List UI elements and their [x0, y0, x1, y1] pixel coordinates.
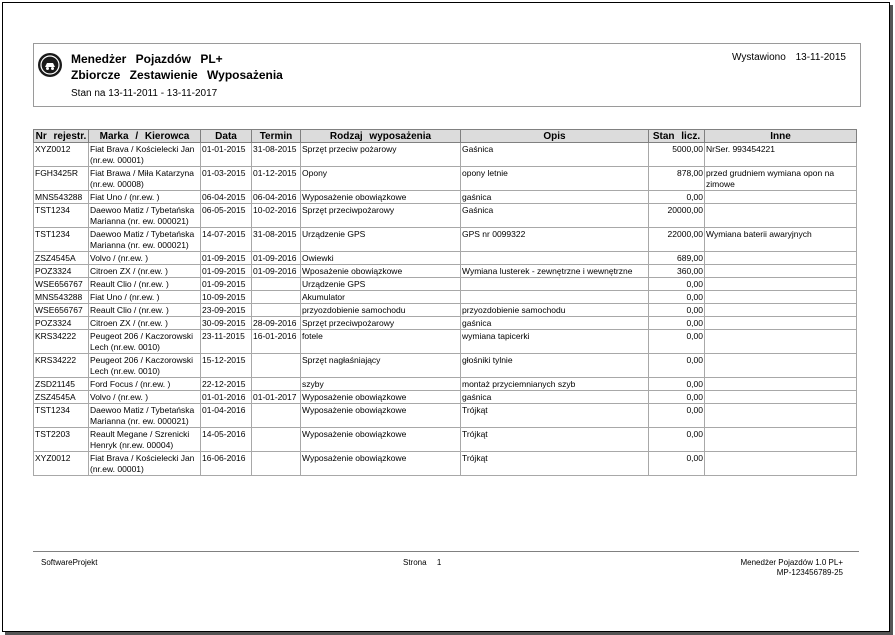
cell-stan: 360,00: [649, 265, 705, 278]
cell-opis: głośniki tylnie: [461, 354, 649, 378]
table-row: [34, 428, 857, 452]
cell-rodzaj: Opony: [301, 167, 461, 191]
cell-marka: Ford Focus / (nr.ew. ): [89, 378, 201, 391]
table-row: [34, 354, 857, 378]
cell-nr: POZ3324: [34, 317, 89, 330]
footer-page-number: 1: [436, 558, 442, 567]
report-page: [2, 2, 890, 632]
cell-nr: WSE656767: [34, 304, 89, 317]
cell-stan: 0,00: [649, 191, 705, 204]
cell-nr: POZ3324: [34, 265, 89, 278]
cell-marka: Reault Clio / (nr.ew. ): [89, 278, 201, 291]
cell-rodzaj: Wyposażenie obowiązkowe: [301, 391, 461, 404]
cell-opis: gaśnica: [461, 317, 649, 330]
cell-opis: Wymiana lusterek - zewnętrzne i wewnętrzne: [461, 265, 649, 278]
cell-marka: Daewoo Matiz / Tybetańska Marianna (nr. ew. 000021): [89, 204, 201, 228]
report-title: Zbiorcze Zestawienie Wyposażenia: [71, 68, 283, 82]
table-row: [34, 317, 857, 330]
cell-rodzaj: Sprzęt przeciwpożarowy: [301, 317, 461, 330]
cell-rodzaj: Sprzęt przeciwpożarowy: [301, 204, 461, 228]
cell-rodzaj: Wyposażenie obowiązkowe: [301, 428, 461, 452]
table-row: [34, 191, 857, 204]
cell-rodzaj: fotele: [301, 330, 461, 354]
cell-data: 01-01-2015: [201, 143, 252, 167]
cell-termin: [252, 291, 301, 304]
issued-label: Wystawiono: [731, 52, 786, 63]
cell-rodzaj: Wposażenie obowiązkowe: [301, 265, 461, 278]
cell-rodzaj: Sprzęt nagłaśniający: [301, 354, 461, 378]
cell-stan: 689,00: [649, 252, 705, 265]
column-header-marka: Marka / Kierowca: [89, 130, 201, 143]
cell-termin: 06-04-2016: [252, 191, 301, 204]
table-row: [34, 265, 857, 278]
cell-termin: [252, 404, 301, 428]
cell-termin: [252, 452, 301, 476]
cell-stan: 0,00: [649, 391, 705, 404]
cell-rodzaj: Urządzenie GPS: [301, 228, 461, 252]
footer-license: MP-123456789-25: [776, 568, 843, 577]
app-title: Menedżer Pojazdów PL+: [71, 52, 223, 66]
cell-termin: 10-02-2016: [252, 204, 301, 228]
cell-nr: WSE656767: [34, 278, 89, 291]
cell-opis: wymiana tapicerki: [461, 330, 649, 354]
table-row: [34, 378, 857, 391]
cell-stan: 0,00: [649, 378, 705, 391]
table-row: [34, 291, 857, 304]
cell-data: 14-05-2016: [201, 428, 252, 452]
cell-marka: Fiat Brava / Kościelecki Jan (nr.ew. 00001): [89, 143, 201, 167]
table-row: [34, 143, 857, 167]
column-header-data: Data: [201, 130, 252, 143]
cell-nr: TST1234: [34, 204, 89, 228]
table-row: [34, 452, 857, 476]
cell-termin: 31-08-2015: [252, 228, 301, 252]
cell-opis: gaśnica: [461, 191, 649, 204]
cell-marka: Peugeot 206 / Kaczorowski Lech (nr.ew. 0010): [89, 354, 201, 378]
cell-opis: Trójkąt: [461, 404, 649, 428]
issued-date: 13-11-2015: [795, 52, 846, 63]
cell-nr: FGH3425R: [34, 167, 89, 191]
cell-inne: [705, 278, 857, 291]
cell-rodzaj: Wyposażenie obowiązkowe: [301, 191, 461, 204]
cell-stan: 22000,00: [649, 228, 705, 252]
cell-termin: [252, 278, 301, 291]
cell-nr: TST1234: [34, 404, 89, 428]
cell-marka: Daewoo Matiz / Tybetańska Marianna (nr. ew. 000021): [89, 228, 201, 252]
cell-opis: [461, 291, 649, 304]
cell-inne: [705, 428, 857, 452]
cell-opis: montaż przyciemnianych szyb: [461, 378, 649, 391]
cell-nr: TST1234: [34, 228, 89, 252]
column-header-opis: Opis: [461, 130, 649, 143]
cell-termin: 01-12-2015: [252, 167, 301, 191]
cell-rodzaj: Wyposażenie obowiązkowe: [301, 452, 461, 476]
equipment-table: [33, 129, 857, 476]
cell-data: 23-09-2015: [201, 304, 252, 317]
column-header-inne: Inne: [705, 130, 857, 143]
cell-stan: 0,00: [649, 354, 705, 378]
cell-data: 06-05-2015: [201, 204, 252, 228]
footer-page-label: Strona: [403, 558, 427, 567]
cell-rodzaj: szyby: [301, 378, 461, 391]
footer-divider: [33, 551, 859, 552]
cell-stan: 0,00: [649, 317, 705, 330]
cell-stan: 0,00: [649, 404, 705, 428]
cell-nr: ZSZ4545A: [34, 252, 89, 265]
cell-termin: [252, 378, 301, 391]
table-row: [34, 278, 857, 291]
cell-data: 01-01-2016: [201, 391, 252, 404]
cell-marka: Volvo / (nr.ew. ): [89, 252, 201, 265]
cell-marka: Reault Megane / Szrenicki Henryk (nr.ew. 00004): [89, 428, 201, 452]
cell-data: 01-09-2015: [201, 265, 252, 278]
cell-rodzaj: Sprzęt przeciw pożarowy: [301, 143, 461, 167]
cell-data: 22-12-2015: [201, 378, 252, 391]
cell-data: 15-12-2015: [201, 354, 252, 378]
cell-opis: Gaśnica: [461, 143, 649, 167]
cell-stan: 0,00: [649, 452, 705, 476]
cell-marka: Fiat Uno / (nr.ew. ): [89, 191, 201, 204]
cell-nr: ZSD21145: [34, 378, 89, 391]
cell-inne: [705, 317, 857, 330]
cell-marka: Citroen ZX / (nr.ew. ): [89, 265, 201, 278]
cell-termin: 31-08-2015: [252, 143, 301, 167]
cell-stan: 5000,00: [649, 143, 705, 167]
cell-opis: gaśnica: [461, 391, 649, 404]
cell-marka: Volvo / (nr.ew. ): [89, 391, 201, 404]
cell-termin: 28-09-2016: [252, 317, 301, 330]
cell-marka: Fiat Brava / Kościelecki Jan (nr.ew. 00001): [89, 452, 201, 476]
footer-page: [403, 558, 441, 567]
cell-stan: 0,00: [649, 278, 705, 291]
cell-marka: Peugeot 206 / Kaczorowski Lech (nr.ew. 0010): [89, 330, 201, 354]
cell-data: 01-09-2015: [201, 252, 252, 265]
cell-data: 06-04-2015: [201, 191, 252, 204]
cell-rodzaj: Wyposażenie obowiązkowe: [301, 404, 461, 428]
table-row: [34, 204, 857, 228]
cell-data: 01-04-2016: [201, 404, 252, 428]
report-period: Stan na 13-11-2011 - 13-11-2017: [71, 88, 218, 99]
cell-inne: [705, 304, 857, 317]
column-header-nr: Nr rejestr.: [34, 130, 89, 143]
cell-nr: KRS34222: [34, 354, 89, 378]
cell-stan: 0,00: [649, 330, 705, 354]
cell-rodzaj: przyozdobienie samochodu: [301, 304, 461, 317]
cell-marka: Citroen ZX / (nr.ew. ): [89, 317, 201, 330]
cell-data: 30-09-2015: [201, 317, 252, 330]
cell-nr: XYZ0012: [34, 143, 89, 167]
cell-rodzaj: Owiewki: [301, 252, 461, 265]
cell-marka: Daewoo Matiz / Tybetańska Marianna (nr. ew. 000021): [89, 404, 201, 428]
cell-inne: Wymiana baterii awaryjnych: [705, 228, 857, 252]
footer-product-info: [740, 558, 843, 578]
column-header-rodzaj: Rodzaj wyposażenia: [301, 130, 461, 143]
column-header-termin: Termin: [252, 130, 301, 143]
cell-inne: NrSer. 993454221: [705, 143, 857, 167]
report-header: [33, 43, 861, 107]
cell-termin: 01-01-2017: [252, 391, 301, 404]
table-row: [34, 252, 857, 265]
cell-inne: [705, 252, 857, 265]
cell-termin: [252, 304, 301, 317]
cell-termin: 01-09-2016: [252, 252, 301, 265]
cell-opis: GPS nr 0099322: [461, 228, 649, 252]
cell-nr: XYZ0012: [34, 452, 89, 476]
column-header-stan: Stan licz.: [649, 130, 705, 143]
cell-marka: Fiat Brawa / Miła Katarzyna (nr.ew. 00008): [89, 167, 201, 191]
table-row: [34, 228, 857, 252]
cell-data: 01-09-2015: [201, 278, 252, 291]
cell-inne: [705, 404, 857, 428]
cell-opis: Gaśnica: [461, 204, 649, 228]
issued-info: [732, 52, 846, 63]
cell-inne: [705, 265, 857, 278]
cell-opis: opony letnie: [461, 167, 649, 191]
car-logo-icon: [38, 53, 62, 77]
table-row: [34, 391, 857, 404]
table-row: [34, 304, 857, 317]
footer-company: SoftwareProjekt: [41, 558, 98, 567]
cell-inne: [705, 191, 857, 204]
table-header-row: [34, 130, 857, 143]
cell-opis: przyozdobienie samochodu: [461, 304, 649, 317]
table-row: [34, 167, 857, 191]
cell-termin: [252, 428, 301, 452]
table-row: [34, 404, 857, 428]
cell-stan: 20000,00: [649, 204, 705, 228]
cell-opis: Trójkąt: [461, 452, 649, 476]
cell-nr: TST2203: [34, 428, 89, 452]
cell-rodzaj: Akumulator: [301, 291, 461, 304]
cell-inne: [705, 330, 857, 354]
cell-data: 14-07-2015: [201, 228, 252, 252]
cell-marka: Reault Clio / (nr.ew. ): [89, 304, 201, 317]
cell-opis: Trójkąt: [461, 428, 649, 452]
footer-product: Menedżer Pojazdów 1.0 PL+: [740, 558, 843, 567]
cell-inne: [705, 452, 857, 476]
cell-data: 10-09-2015: [201, 291, 252, 304]
cell-nr: MNS543288: [34, 291, 89, 304]
cell-inne: [705, 291, 857, 304]
cell-stan: 0,00: [649, 304, 705, 317]
cell-stan: 0,00: [649, 291, 705, 304]
table-row: [34, 330, 857, 354]
cell-inne: [705, 204, 857, 228]
cell-stan: 878,00: [649, 167, 705, 191]
cell-termin: 01-09-2016: [252, 265, 301, 278]
cell-opis: [461, 278, 649, 291]
cell-nr: ZSZ4545A: [34, 391, 89, 404]
cell-inne: przed grudniem wymiana opon na zimowe: [705, 167, 857, 191]
cell-data: 16-06-2016: [201, 452, 252, 476]
cell-inne: [705, 354, 857, 378]
cell-data: 23-11-2015: [201, 330, 252, 354]
cell-termin: [252, 354, 301, 378]
cell-inne: [705, 378, 857, 391]
cell-inne: [705, 391, 857, 404]
cell-marka: Fiat Uno / (nr.ew. ): [89, 291, 201, 304]
cell-termin: 16-01-2016: [252, 330, 301, 354]
cell-nr: MNS543288: [34, 191, 89, 204]
cell-stan: 0,00: [649, 428, 705, 452]
cell-nr: KRS34222: [34, 330, 89, 354]
cell-opis: [461, 252, 649, 265]
cell-rodzaj: Urządzenie GPS: [301, 278, 461, 291]
cell-data: 01-03-2015: [201, 167, 252, 191]
